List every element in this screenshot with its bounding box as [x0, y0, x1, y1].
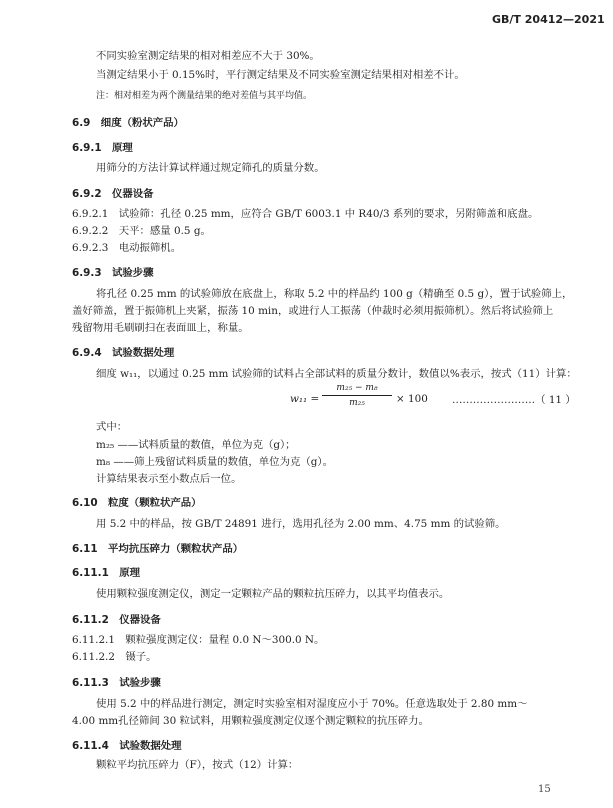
section-heading-6-11: 6.11 平均抗压碎力（颗粒状产品）	[72, 543, 244, 555]
list-item: 6.11.2.1 颗粒强度测定仪：量程 0.0 N～300.0 N。	[72, 634, 325, 646]
section-heading-6-9-3: 6.9.3 试验步骤	[72, 267, 154, 279]
paragraph-line: 盖好筛盖，置于振筛机上夹紧，振荡 10 min，或进行人工振荡（仲裁时必须用振筛机）。然后将试验筛上	[72, 305, 554, 317]
list-item: 6.9.2.2 天平：感量 0.5 g。	[72, 225, 211, 237]
paragraph-line: 用筛分的方法计算试样通过规定筛孔的质量分数。	[96, 162, 325, 174]
page-number: 15	[538, 784, 551, 795]
section-heading-6-9-4: 6.9.4 试验数据处理	[72, 347, 175, 359]
list-item: 6.9.2.1 试验筛：孔径 0.25 mm，应符合 GB/T 6003.1 中 R40/3 系列的要求，另附筛盖和底盘。	[72, 208, 539, 220]
paragraph-line: 残留物用毛刷刷扫在表面皿上，称量。	[72, 322, 249, 334]
section-heading-6-11-4: 6.11.4 试验数据处理	[72, 740, 182, 752]
paragraph-line: 将孔径 0.25 mm 的试验筛放在底盘上，称取 5.2 中的样品约 100 g（精确至 0.5 g），置于试验筛上，	[96, 288, 573, 300]
formula-denominator: m₂₅	[349, 398, 365, 408]
equation-number: ……………………（ 11 ）	[452, 394, 576, 406]
formula-numerator: m₂₅ − m₈	[336, 383, 378, 393]
section-heading-6-10: 6.10 粒度（颗粒状产品）	[72, 497, 202, 509]
section-heading-6-11-3: 6.11.3 试验步骤	[72, 677, 161, 689]
paragraph-line: 使用 5.2 中的样品进行测定，测定时实验室相对湿度应小于 70%。任意选取处于 2.80 mm～	[96, 698, 528, 710]
section-heading-6-9: 6.9 细度（粉状产品）	[72, 117, 184, 129]
paragraph-line: 4.00 mm孔径筛间 30 粒试料，用颗粒强度测定仪逐个测定颗粒的抗压碎力。	[72, 715, 429, 727]
list-item: 6.9.2.3 电动振筛机。	[72, 242, 182, 254]
formula-fraction	[322, 383, 392, 408]
list-item: 6.11.2.2 镊子。	[72, 651, 157, 663]
section-heading-6-11-1: 6.11.1 原理	[72, 567, 140, 579]
section-heading-6-9-1: 6.9.1 原理	[72, 142, 133, 154]
paragraph-line: 细度 w₁₁，以通过 0.25 mm 试验筛的试料占全部试料的质量分数计，数值以%表示，按式（11）计算：	[96, 368, 577, 380]
section-heading-6-9-2: 6.9.2 仪器设备	[72, 188, 154, 200]
paragraph-line: 计算结果表示至小数点后一位。	[96, 473, 242, 485]
formula-lhs: w₁₁ =	[290, 393, 320, 405]
paragraph-line: 用 5.2 中的样品，按 GB/T 24891 进行，选用孔径为 2.00 mm、4.75 mm 的试验筛。	[96, 518, 506, 530]
paragraph-line: 当测定结果小于 0.15%时，平行测定结果及不同实验室测定结果相对相差不计。	[96, 69, 465, 81]
paragraph-line: 不同实验室测定结果的相对相差应不大于 30%。	[96, 50, 320, 62]
paragraph-line: 颗粒平均抗压碎力（F），按式（12）计算：	[96, 759, 299, 771]
variable-definition: m₈ ——筛上残留试料质量的数值，单位为克（g）。	[96, 456, 333, 468]
paragraph-line: 使用颗粒强度测定仪，测定一定颗粒产品的颗粒抗压碎力，以其平均值表示。	[96, 588, 450, 600]
where-label: 式中：	[96, 421, 128, 433]
note-text: 注：相对相差为两个测量结果的绝对差值与其平均值。	[96, 91, 313, 101]
section-heading-6-11-2: 6.11.2 仪器设备	[72, 614, 161, 626]
variable-definition: m₂₅ ——试料质量的数值，单位为克（g）；	[96, 439, 296, 451]
fraction-bar	[322, 395, 392, 396]
standard-number: GB/T 20412—2021	[492, 13, 605, 26]
formula-rhs: × 100	[396, 393, 428, 405]
